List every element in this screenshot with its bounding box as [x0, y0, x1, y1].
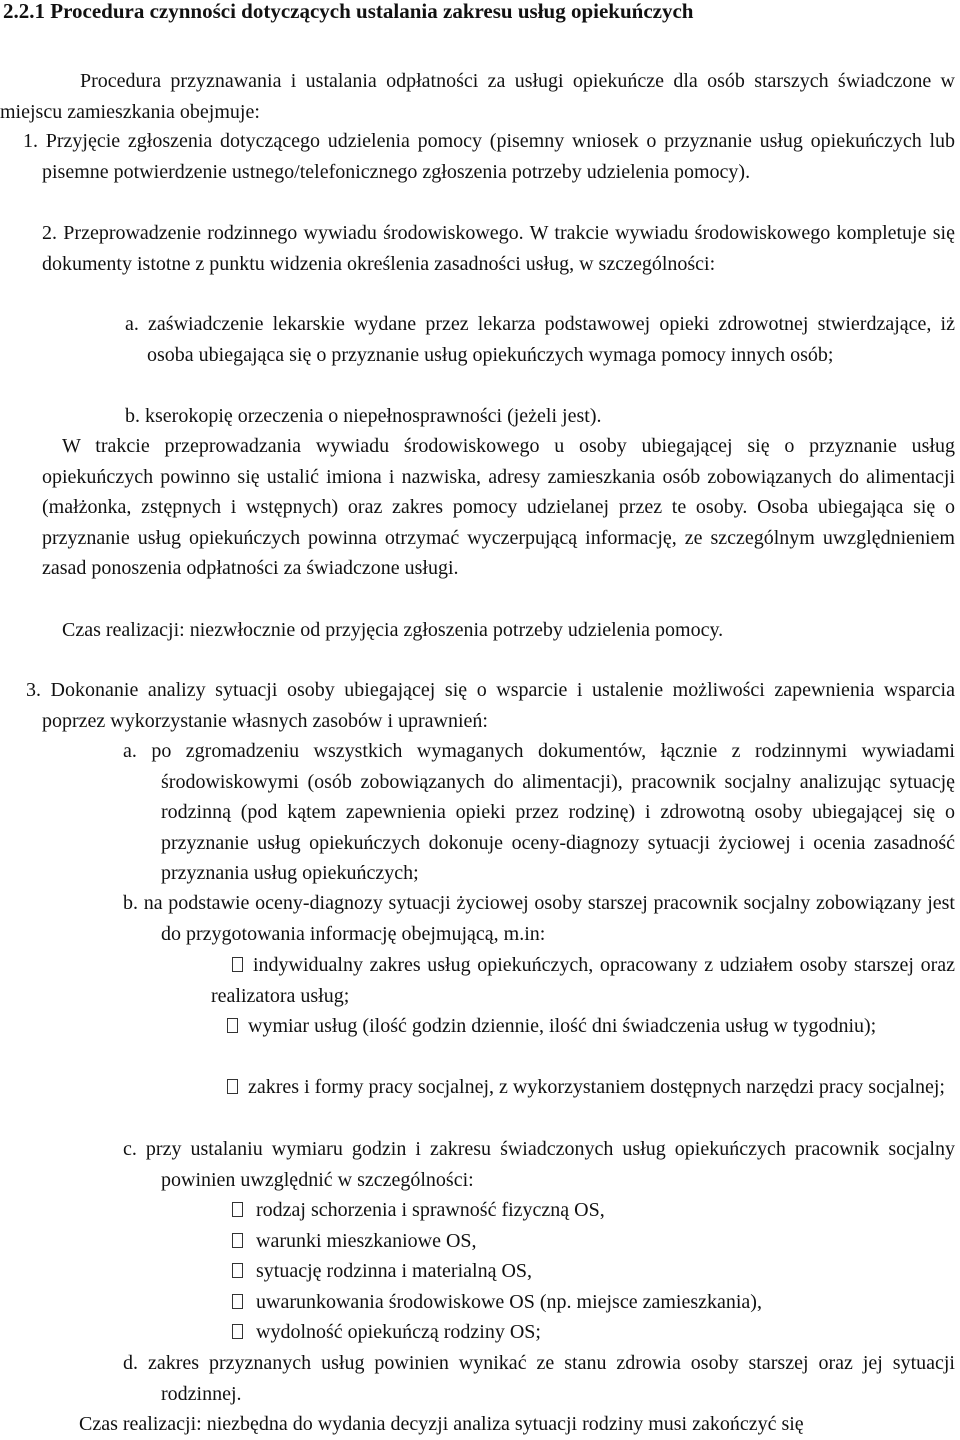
bullet-item-3c-5	[232, 1317, 932, 1348]
list-item-3d: d. zakres przyznanych usług powinien wynikać ze stanu zdrowia osoby starszej oraz jej sytuacji rodzinnej.	[123, 1352, 955, 1405]
bullet-list-3c	[232, 1195, 932, 1348]
bullet-box-icon	[227, 1079, 238, 1094]
bullet-item-3c-3	[232, 1256, 932, 1287]
bullet-text: wydolność opiekuńczą rodziny OS;	[256, 1321, 541, 1344]
bullet-item-3b-3	[227, 1072, 955, 1103]
interview-paragraph: W trakcie przeprowadzania wywiadu środowiskowego u osoby ubiegającej się o przyznanie usług opiekuńczych powinno się ustalić imiona i nazwiska, adresy zamieszkania osób zobowiązanych do alimentacji (małżonka, zstępnych i wstępnych) oraz zakres pomocy udzielanej przez te osoby. Osoba ubiegająca się o przyznanie usług opiekuńczych powinna otrzymać wyczerpującą informację, ze szczególnym uwzględnieniem zasad ponoszenia odpłatności za świadczone usługi.	[42, 435, 955, 580]
bullet-item-3c-4	[232, 1287, 932, 1318]
bullet-item-3b-1	[211, 950, 955, 1011]
bullet-item-3b-2	[227, 1011, 955, 1042]
bullet-box-icon	[227, 1018, 238, 1033]
list-item-2: 2. Przeprowadzenie rodzinnego wywiadu środowiskowego. W trakcie wywiadu środowiskowego kompletuje się dokumenty istotne z punktu widzenia określenia zasadności usług, w szczególności:	[42, 222, 955, 275]
bullet-box-icon	[232, 1202, 243, 1217]
bullet-text: zakres i formy pracy socjalnej, z wykorzystaniem dostępnych narzędzi pracy socjalnej;	[248, 1076, 945, 1098]
bullet-box-icon	[232, 1233, 243, 1248]
list-item-2a: a. zaświadczenie lekarskie wydane przez lekarza podstawowej opieki zdrowotnej stwierdzające, iż osoba ubiegająca się o przyznanie usług opiekuńczych wymaga pomocy innych osób;	[125, 313, 955, 366]
list-item-3: 3. Dokonanie analizy sytuacji osoby ubiegającej się o wsparcie i ustalenie możliwości zapewnienia wsparcia poprzez wykorzystanie własnych zasobów i uprawnień:	[26, 679, 955, 732]
bullet-item-3c-2	[232, 1226, 932, 1257]
bullet-text: wymiar usług (ilość godzin dziennie, ilość dni świadczenia usług w tygodniu);	[248, 1015, 877, 1037]
realization-time-1: Czas realizacji: niezwłocznie od przyjęcia zgłoszenia potrzeby udzielenia pomocy.	[62, 619, 724, 641]
bullet-text: warunki mieszkaniowe OS,	[256, 1229, 477, 1252]
realization-time-2: Czas realizacji: niezbędna do wydania decyzji analiza sytuacji rodziny musi zakończyć się	[79, 1413, 804, 1435]
list-item-3a: a. po zgromadzeniu wszystkich wymaganych dokumentów, łącznie z rodzinnymi wywiadami środowiskowymi (osób zobowiązanych do alimentacji), pracownik socjalny analizując sytuację rodzinną (pod kątem zapewnienia opieki przez rodzinę) i zdrowotną osoby ubiegającej się o przyznanie usług opiekuńczych dokonuje oceny-diagnozy sytuacji życiowej i ocenia zasadność przyznania usług opiekuńczych;	[123, 740, 955, 885]
bullet-item-3c-1	[232, 1195, 932, 1226]
intro-paragraph: Procedura przyznawania i ustalania odpłatności za usługi opiekuńcze dla osób starszych świadczone w miejscu zamieszkania obejmuje:	[0, 70, 955, 123]
bullet-box-icon	[232, 957, 243, 972]
bullet-box-icon	[232, 1263, 243, 1278]
bullet-box-icon	[232, 1324, 243, 1339]
bullet-text: sytuację rodzinna i materialną OS,	[256, 1260, 533, 1283]
bullet-text: uwarunkowania środowiskowe OS (np. miejsce zamieszkania),	[256, 1290, 762, 1313]
bullet-box-icon	[232, 1294, 243, 1309]
list-item-2b: b. kserokopię orzeczenia o niepełnosprawności (jeżeli jest).	[125, 405, 602, 427]
list-item-3b: b. na podstawie oceny-diagnozy sytuacji życiowej osoby starszej pracownik socjalny zobowiązany jest do przygotowania informację obejmującą, m.in:	[123, 892, 955, 945]
bullet-text: rodzaj schorzenia i sprawność fizyczną OS,	[256, 1199, 605, 1221]
list-item-1: 1. Przyjęcie zgłoszenia dotyczącego udzielenia pomocy (pisemny wniosek o przyznanie usług opiekuńczych lub pisemne potwierdzenie ustnego/telefonicznego zgłoszenia potrzeby udzielenia pomocy).	[23, 130, 955, 183]
bullet-text: indywidualny zakres usług opiekuńczych, opracowany z udziałem osoby starszej oraz realizatora usług;	[211, 954, 955, 1007]
list-item-3c: c. przy ustalaniu wymiaru godzin i zakresu świadczonych usług opiekuńczych pracownik socjalny powinien uwzględnić w szczególności:	[123, 1138, 955, 1191]
section-title: 2.2.1 Procedura czynności dotyczących ustalania zakresu usług opiekuńczych	[3, 0, 694, 23]
